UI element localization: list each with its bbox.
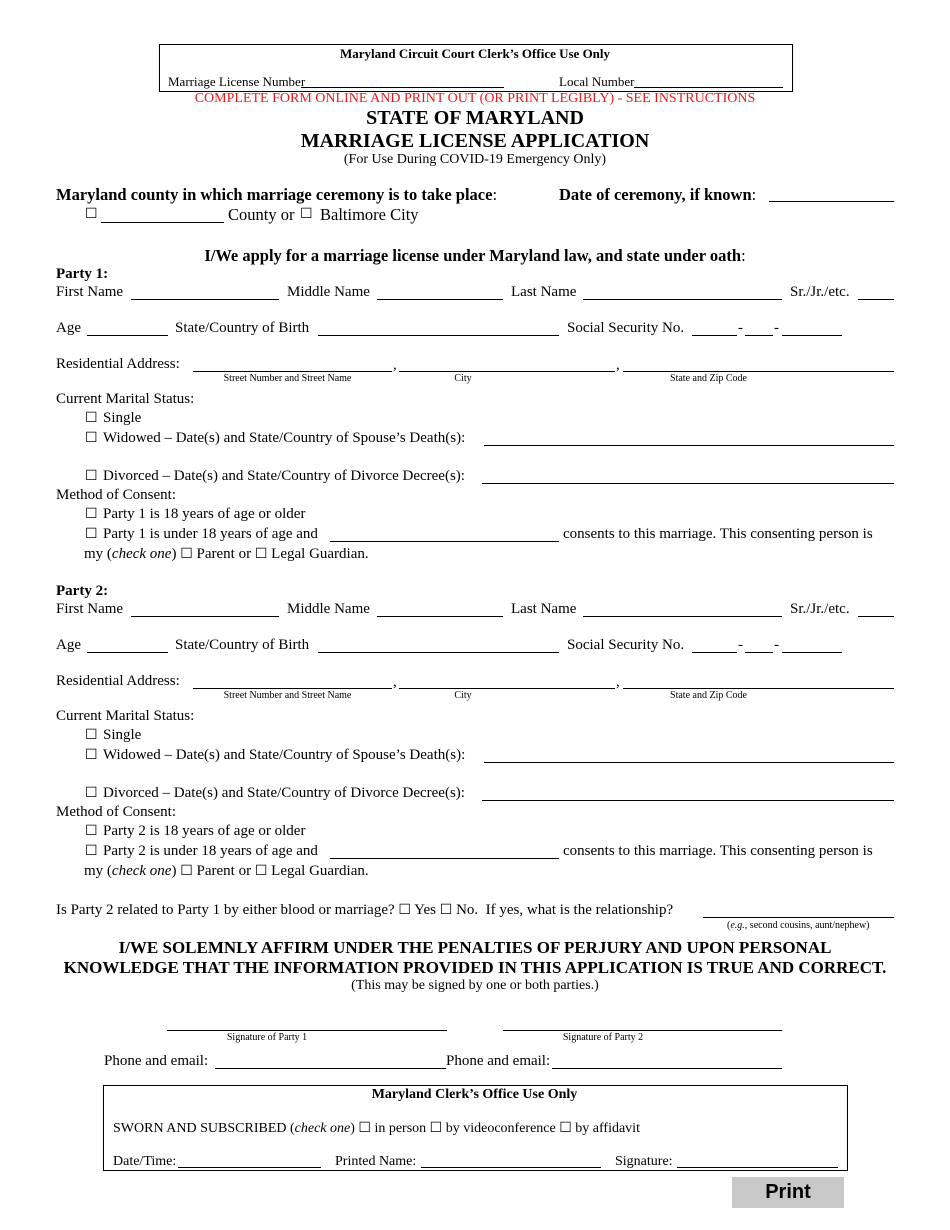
party1-ssn-dash1: - bbox=[738, 320, 743, 336]
party1-ssn-part1[interactable] bbox=[692, 335, 737, 336]
party1-minor-label: Party 1 is under 18 years of age and bbox=[103, 526, 318, 542]
party1-suffix-label: Sr./Jr./etc. bbox=[790, 284, 850, 300]
affirmation-line2: KNOWLEDGE THAT THE INFORMATION PROVIDED IN THIS APPLICATION IS TRUE AND CORRECT. bbox=[63, 958, 887, 977]
clerk-use-only-title: Maryland Clerk’s Office Use Only bbox=[371, 1087, 578, 1102]
party1-method-consent-label: Method of Consent: bbox=[56, 487, 176, 503]
party1-adult-checkbox[interactable]: ☐ bbox=[85, 506, 98, 522]
party1-last-name-label: Last Name bbox=[511, 284, 577, 300]
party2-widowed-label: Widowed – Date(s) and State/Country of Spouse’s Death(s): bbox=[103, 747, 466, 763]
party1-ssn-dash2: - bbox=[774, 320, 779, 336]
party1-middle-name-field[interactable] bbox=[377, 299, 503, 300]
party2-phone-email-field[interactable] bbox=[552, 1068, 782, 1069]
party2-suffix-label: Sr./Jr./etc. bbox=[790, 601, 850, 617]
party1-state-zip-caption: State and Zip Code bbox=[670, 373, 747, 384]
party2-minor-label: Party 2 is under 18 years of age and bbox=[103, 843, 318, 859]
party1-suffix-field[interactable] bbox=[858, 299, 894, 300]
clerk-signature-field[interactable] bbox=[677, 1167, 838, 1168]
party1-consents-text: consents to this marriage. This consenting person is bbox=[563, 526, 873, 542]
clerk-signature-label: Signature: bbox=[615, 1154, 673, 1169]
oath-statement: I/We apply for a marriage license under Maryland law, and state under oath: bbox=[204, 246, 746, 265]
party2-ssn-dash2: - bbox=[774, 637, 779, 653]
ceremony-county-label: Maryland county in which marriage ceremony is to take place: bbox=[56, 185, 498, 204]
party2-first-name-field[interactable] bbox=[131, 616, 279, 617]
party1-age-label: Age bbox=[56, 320, 81, 336]
party2-minor-checkbox[interactable]: ☐ bbox=[85, 843, 98, 859]
party2-birth-label: State/Country of Birth bbox=[175, 637, 310, 653]
party2-residential-label: Residential Address: bbox=[56, 673, 180, 689]
party1-divorced-field[interactable] bbox=[482, 483, 894, 484]
party2-comma2: , bbox=[616, 674, 620, 690]
party1-signature-line[interactable] bbox=[167, 1030, 447, 1031]
party1-comma1: , bbox=[393, 357, 397, 373]
party2-suffix-field[interactable] bbox=[858, 616, 894, 617]
party1-phone-email-label: Phone and email: bbox=[104, 1053, 209, 1069]
party2-middle-name-label: Middle Name bbox=[287, 601, 370, 617]
party2-age-label: Age bbox=[56, 637, 81, 653]
party1-residential-label: Residential Address: bbox=[56, 356, 180, 372]
party2-middle-name-field[interactable] bbox=[377, 616, 503, 617]
party2-marital-status-label: Current Marital Status: bbox=[56, 708, 195, 724]
party2-comma1: , bbox=[393, 674, 397, 690]
party2-consents-text: consents to this marriage. This consenting person is bbox=[563, 843, 873, 859]
relationship-field[interactable] bbox=[703, 917, 894, 918]
county-or-label: County or bbox=[228, 205, 295, 224]
affirmation-line1: I/WE SOLEMNLY AFFIRM UNDER THE PENALTIES OF PERJURY AND UPON PERSONAL bbox=[118, 938, 832, 957]
party2-birth-field[interactable] bbox=[318, 652, 559, 653]
sworn-subscribed-line: SWORN AND SUBSCRIBED (check one) ☐ in person ☐ by videoconference ☐ by affidavit bbox=[113, 1120, 640, 1136]
party2-single-label: Single bbox=[103, 727, 142, 743]
date-time-label: Date/Time: bbox=[113, 1154, 177, 1169]
party1-street-field[interactable] bbox=[193, 371, 392, 372]
local-number-field[interactable] bbox=[634, 87, 783, 88]
ceremony-date-field[interactable] bbox=[769, 201, 894, 202]
related-yes-checkbox[interactable]: ☐ bbox=[398, 902, 411, 918]
print-button[interactable]: Print bbox=[732, 1177, 844, 1208]
party2-state-zip-field[interactable] bbox=[623, 688, 894, 689]
party1-guardian-checkbox[interactable]: ☐ bbox=[254, 546, 268, 562]
party1-age-field[interactable] bbox=[87, 335, 168, 336]
baltimore-city-label: Baltimore City bbox=[320, 205, 419, 224]
party1-divorced-checkbox[interactable]: ☐ bbox=[85, 468, 98, 484]
party2-phone-email-label: Phone and email: bbox=[446, 1053, 551, 1069]
party2-adult-label: Party 2 is 18 years of age or older bbox=[103, 823, 306, 839]
party2-widowed-checkbox[interactable]: ☐ bbox=[85, 747, 98, 763]
marriage-license-number-field[interactable] bbox=[301, 87, 504, 88]
party1-consenting-person-field[interactable] bbox=[330, 541, 559, 542]
affirmation-note: (This may be signed by one or both parties.) bbox=[351, 978, 599, 993]
party1-last-name-field[interactable] bbox=[583, 299, 782, 300]
party1-adult-label: Party 1 is 18 years of age or older bbox=[103, 506, 306, 522]
party2-street-caption: Street Number and Street Name bbox=[223, 690, 352, 701]
party1-first-name-field[interactable] bbox=[131, 299, 279, 300]
party1-first-name-label: First Name bbox=[56, 284, 124, 300]
party2-state-zip-caption: State and Zip Code bbox=[670, 690, 747, 701]
party2-last-name-field[interactable] bbox=[583, 616, 782, 617]
party2-check-one-line: my (check one) ☐ Parent or ☐ Legal Guardian. bbox=[84, 863, 369, 879]
page-subtitle: (For Use During COVID-19 Emergency Only) bbox=[343, 152, 607, 167]
baltimore-city-checkbox[interactable]: ☐ bbox=[300, 206, 313, 222]
party1-middle-name-label: Middle Name bbox=[287, 284, 370, 300]
party1-widowed-checkbox[interactable]: ☐ bbox=[85, 430, 98, 446]
party1-ssn-part2[interactable] bbox=[745, 335, 773, 336]
videoconference-checkbox[interactable]: ☐ bbox=[429, 1120, 443, 1136]
party1-state-zip-field[interactable] bbox=[623, 371, 894, 372]
party2-ssn-part2[interactable] bbox=[745, 652, 773, 653]
party2-consenting-person-field[interactable] bbox=[330, 858, 559, 859]
party2-parent-checkbox[interactable]: ☐ bbox=[180, 863, 193, 879]
party1-birth-field[interactable] bbox=[318, 335, 559, 336]
party2-signature-caption: Signature of Party 2 bbox=[562, 1032, 644, 1043]
party2-ssn-part1[interactable] bbox=[692, 652, 737, 653]
party2-signature-line[interactable] bbox=[503, 1030, 782, 1031]
party1-ssn-label: Social Security No. bbox=[567, 320, 685, 336]
party2-guardian-checkbox[interactable]: ☐ bbox=[254, 863, 268, 879]
party2-ssn-part3[interactable] bbox=[782, 652, 842, 653]
party1-parent-checkbox[interactable]: ☐ bbox=[180, 546, 193, 562]
party2-city-field[interactable] bbox=[399, 688, 615, 689]
party1-divorced-label: Divorced – Date(s) and State/Country of Divorce Decree(s): bbox=[103, 468, 465, 484]
party2-single-checkbox[interactable]: ☐ bbox=[85, 727, 98, 743]
party1-comma2: , bbox=[616, 357, 620, 373]
party2-widowed-field[interactable] bbox=[484, 762, 894, 763]
related-question: Is Party 2 related to Party 1 by either blood or marriage? ☐ Yes ☐ No. If yes, what is the relationship? bbox=[56, 902, 674, 918]
party1-signature-caption: Signature of Party 1 bbox=[226, 1032, 308, 1043]
party1-city-caption: City bbox=[454, 373, 472, 384]
party2-divorced-checkbox[interactable]: ☐ bbox=[85, 785, 98, 801]
party1-single-label: Single bbox=[103, 410, 142, 426]
party2-heading: Party 2: bbox=[56, 583, 109, 599]
county-checkbox[interactable]: ☐ bbox=[85, 206, 98, 222]
party2-method-consent-label: Method of Consent: bbox=[56, 804, 176, 820]
local-number-label: Local Number bbox=[559, 74, 635, 89]
party2-divorced-field[interactable] bbox=[482, 800, 894, 801]
page-title: MARRIAGE LICENSE APPLICATION bbox=[300, 130, 650, 152]
party2-street-field[interactable] bbox=[193, 688, 392, 689]
party2-divorced-label: Divorced – Date(s) and State/Country of Divorce Decree(s): bbox=[103, 785, 465, 801]
party1-birth-label: State/Country of Birth bbox=[175, 320, 310, 336]
marriage-license-number-label: Marriage License Number bbox=[168, 74, 306, 89]
party1-city-field[interactable] bbox=[399, 371, 615, 372]
clerk-box-title: Maryland Circuit Court Clerk’s Office Use Only bbox=[339, 46, 611, 61]
party1-minor-checkbox[interactable]: ☐ bbox=[85, 526, 98, 542]
related-no-checkbox[interactable]: ☐ bbox=[439, 902, 453, 918]
state-heading: STATE OF MARYLAND bbox=[366, 107, 584, 129]
relationship-example: (e.g., second cousins, aunt/nephew) bbox=[727, 920, 870, 931]
party2-ssn-dash1: - bbox=[738, 637, 743, 653]
printed-name-label: Printed Name: bbox=[335, 1154, 417, 1169]
party2-adult-checkbox[interactable]: ☐ bbox=[85, 823, 98, 839]
party1-heading: Party 1: bbox=[56, 266, 109, 282]
party1-marital-status-label: Current Marital Status: bbox=[56, 391, 195, 407]
ceremony-date-label: Date of ceremony, if known: bbox=[559, 185, 757, 204]
affidavit-checkbox[interactable]: ☐ bbox=[559, 1120, 572, 1136]
in-person-checkbox[interactable]: ☐ bbox=[358, 1120, 371, 1136]
party1-ssn-part3[interactable] bbox=[782, 335, 842, 336]
county-name-field[interactable] bbox=[101, 222, 224, 223]
party1-phone-email-field[interactable] bbox=[215, 1068, 446, 1069]
party2-last-name-label: Last Name bbox=[511, 601, 577, 617]
party1-street-caption: Street Number and Street Name bbox=[223, 373, 352, 384]
party2-age-field[interactable] bbox=[87, 652, 168, 653]
instructions-banner: COMPLETE FORM ONLINE AND PRINT OUT (OR PRINT LEGIBLY) - SEE INSTRUCTIONS bbox=[194, 91, 756, 106]
party2-city-caption: City bbox=[454, 690, 472, 701]
party2-ssn-label: Social Security No. bbox=[567, 637, 685, 653]
date-time-field[interactable] bbox=[178, 1167, 321, 1168]
party1-check-one-line: my (check one) ☐ Parent or ☐ Legal Guardian. bbox=[84, 546, 369, 562]
party2-first-name-label: First Name bbox=[56, 601, 124, 617]
printed-name-field[interactable] bbox=[421, 1167, 601, 1168]
party1-widowed-label: Widowed – Date(s) and State/Country of Spouse’s Death(s): bbox=[103, 430, 466, 446]
party1-single-checkbox[interactable]: ☐ bbox=[85, 410, 98, 426]
party1-widowed-field[interactable] bbox=[484, 445, 894, 446]
